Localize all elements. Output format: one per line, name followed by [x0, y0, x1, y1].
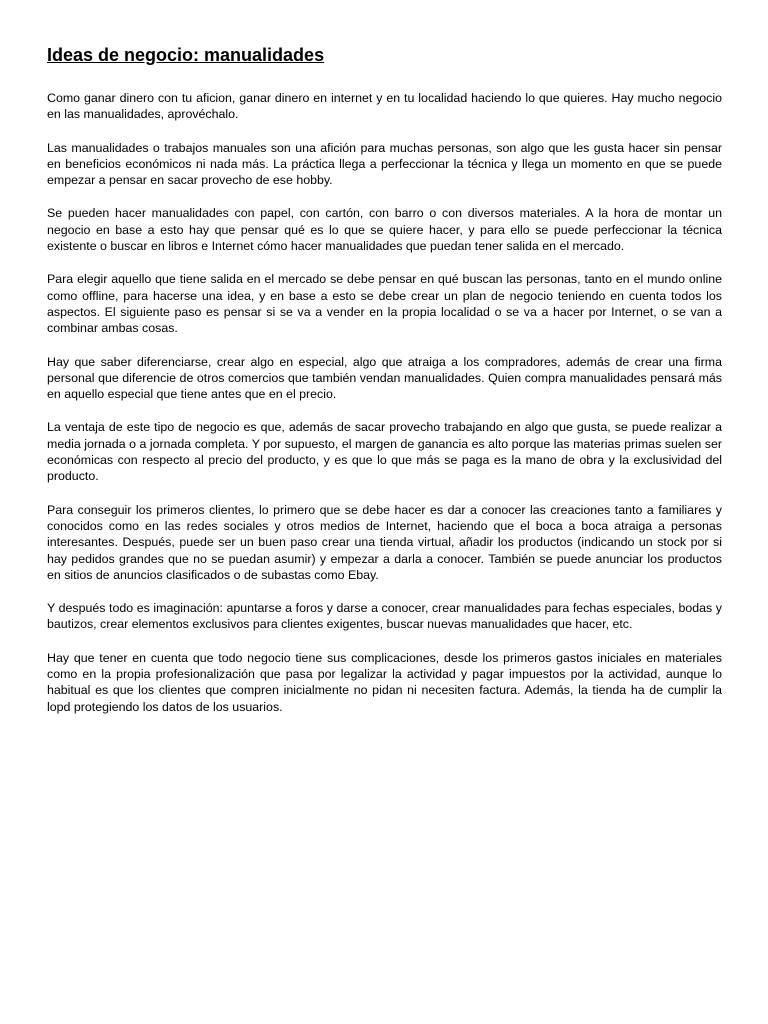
paragraph-advantages: La ventaja de este tipo de negocio es que, además de sacar provecho trabajando en algo que gusta, se puede realizar a media jornada o a jornada completa. Y por supuesto, el margen de ganancia es alto porque las materias primas suelen ser económicas con respecto al precio del producto, y es que lo que más se paga es la mano de obra y la exclusividad del producto. — [47, 420, 722, 484]
paragraph-hobby: Las manualidades o trabajos manuales son una afición para muchas personas, son algo que les gusta hacer sin pensar en beneficios económicos ni nada más. La práctica llega a perfeccionar la técnica y llega un momento en que se puede empezar a pensar en sacar provecho de ese hobby. — [47, 140, 722, 188]
document-title: Ideas de negocio: manualidades — [47, 45, 325, 65]
paragraph-complications: Hay que tener en cuenta que todo negocio tiene sus complicaciones, desde los primeros gastos iniciales en materiales como en la propia profesionalización que pasa por legalizar la actividad y pagar impuestos por la actividad, aunque lo habitual es que los clientes que compren inicialmente no pidan ni necesiten factura. Además, la tienda ha de cumplir la lopd protegiendo los datos de los usuarios. — [47, 650, 722, 714]
paragraph-materials: Se pueden hacer manualidades con papel, con cartón, con barro o con diversos materiales. A la hora de montar un negocio en base a esto hay que pensar qué es lo que se quiere hacer, y para ello se puede perfeccionar la técnica existente o buscar en libros e Internet cómo hacer manualidades que puedan tener salida en el mercado. — [47, 206, 722, 254]
paragraph-differentiate: Hay que saber diferenciarse, crear algo en especial, algo que atraiga a los compradores, además de crear una firma personal que diferencie de otros comercios que también vendan manualidades. Quien compra manualidades pensará más en aquello especial que tiene antes que en el precio. — [47, 354, 722, 402]
paragraph-imagination: Y después todo es imaginación: apuntarse a foros y darse a conocer, crear manualidades para fechas especiales, bodas y bautizos, crear elementos exclusivos para clientes exigentes, buscar nuevas manualidades que hacer, etc. — [47, 601, 722, 632]
paragraph-intro: Como ganar dinero con tu aficion, ganar dinero en internet y en tu localidad haciendo lo que quieres. Hay mucho negocio en las manualidades, aprovéchalo. — [47, 91, 722, 122]
paragraph-market: Para elegir aquello que tiene salida en el mercado se debe pensar en qué buscan las personas, tanto en el mundo online como offline, para hacerse una idea, y en base a esto se debe crear un plan de negocio teniendo en cuenta todos los aspectos. El siguiente paso es pensar si se va a vender en la propia localidad o se va a hacer por Internet, o se van a combinar ambas cosas. — [47, 272, 722, 336]
document-page — [47, 44, 722, 732]
paragraph-first-clients: Para conseguir los primeros clientes, lo primero que se debe hacer es dar a conocer las creaciones tanto a familiares y conocidos como en las redes sociales y otros medios de Internet, haciendo que el boca a boca atraiga a personas interesantes. Después, puede ser un buen paso crear una tienda virtual, añadir los productos (indicando un stock por si hay pedidos grandes que no se puedan asumir) y empezar a darla a conocer. También se puede anunciar los productos en sitios de anuncios clasificados o de subastas como Ebay. — [47, 502, 722, 582]
